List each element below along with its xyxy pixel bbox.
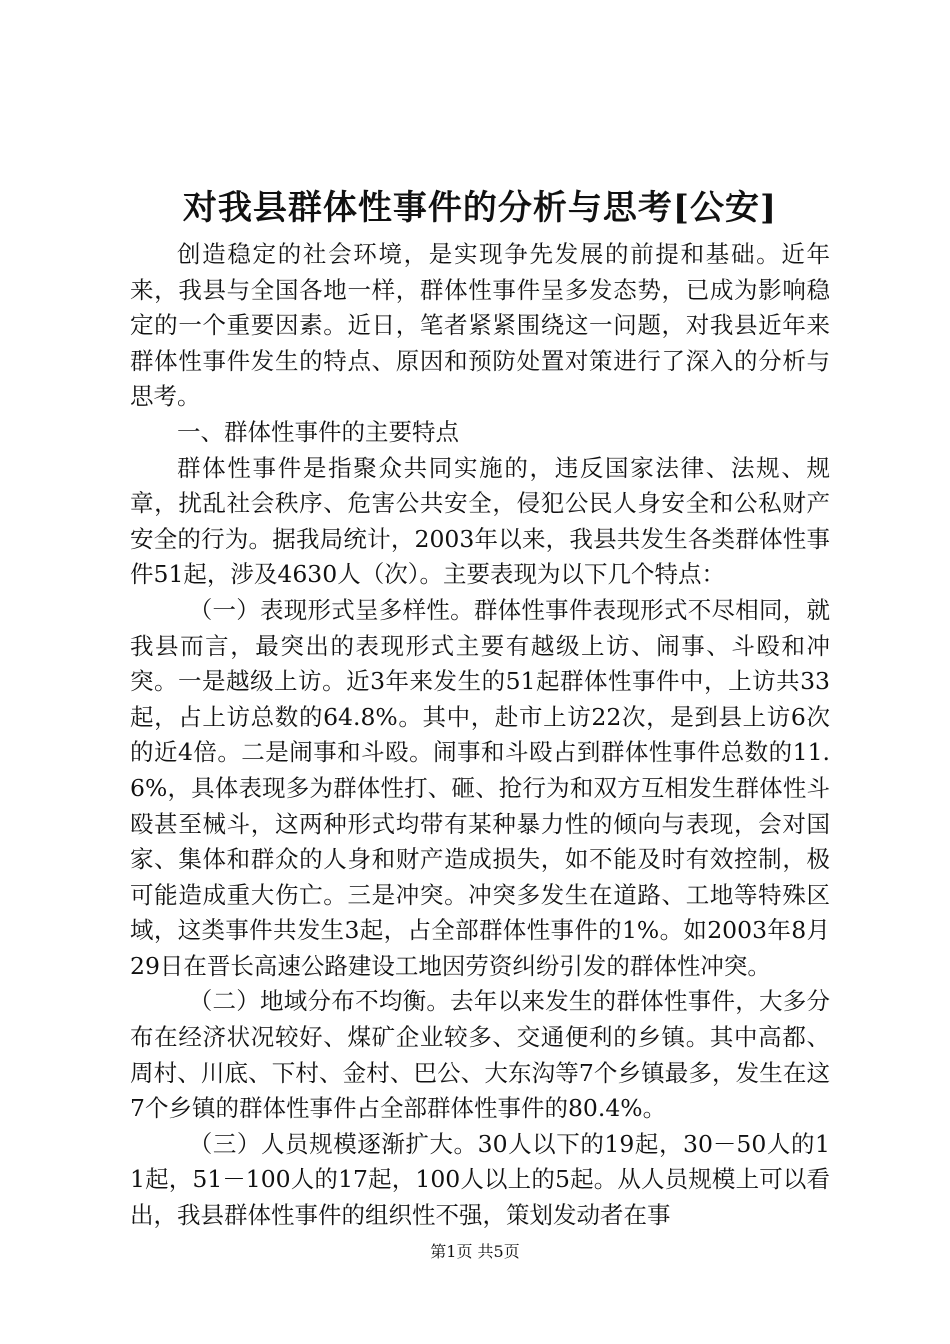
document-body <box>130 237 830 1234</box>
document-title: 对我县群体性事件的分析与思考[公安] <box>182 188 778 228</box>
definition-paragraph: 群体性事件是指聚众共同实施的，违反国家法律、法规、规章，扰乱社会秩序、危害公共安全，侵犯公民人身安全和公私财产安全的行为。据我局统计，2003年以来，我县共发生各类群体性事件51起，涉及4630人（次）。主要表现为以下几个特点： <box>130 453 830 589</box>
page-number-footer: 第1页 共5页 <box>430 1242 520 1261</box>
subsection-paragraph-1: （一）表现形式呈多样性。群体性事件表现形式不尽相同，就我县而言，最突出的表现形式主要有越级上访、闹事、斗殴和冲突。一是越级上访。近3年来发生的51起群体性事件中，上访共33起，占上访总数的64.8%。其中，赴市上访22次，是到县上访6次的近4倍。二是闹事和斗殴。闹事和斗殴占到群体性事件总数的11.6%，具体表现多为群体性打、砸、抢行为和双方互相发生群体性斗殴甚至械斗，这两种形式均带有某种暴力性的倾向与表现，会对国家、集体和群众的人身和财产造成损失，如不能及时有效控制，极可能造成重大伤亡。三是冲突。冲突多发生在道路、工地等特殊区域，这类事件共发生3起，占全部群体性事件的1%。如2003年8月29日在晋长高速公路建设工地因劳资纠纷引发的群体性冲突。 <box>130 595 830 980</box>
intro-paragraph: 创造稳定的社会环境，是实现争先发展的前提和基础。近年来，我县与全国各地一样，群体性事件呈多发态势，已成为影响稳定的一个重要因素。近日，笔者紧紧围绕这一问题，对我县近年来群体性事件发生的特点、原因和预防处置对策进行了深入的分析与思考。 <box>130 240 830 411</box>
subsection-paragraph-2: （二）地域分布不均衡。去年以来发生的群体性事件，大多分布在经济状况较好、煤矿企业较多、交通便利的乡镇。其中高都、周村、川底、下村、金村、巴公、大东沟等7个乡镇最多，发生在这7个乡镇的群体性事件占全部群体性事件的80.4%。 <box>130 987 830 1123</box>
subsection-paragraph-3: （三）人员规模逐渐扩大。30人以下的19起，30－50人的11起，51－100人的17起，100人以上的5起。从人员规模上可以看出，我县群体性事件的组织性不强，策划发动者在事 <box>130 1129 830 1230</box>
section-heading: 一、群体性事件的主要特点 <box>177 417 459 446</box>
